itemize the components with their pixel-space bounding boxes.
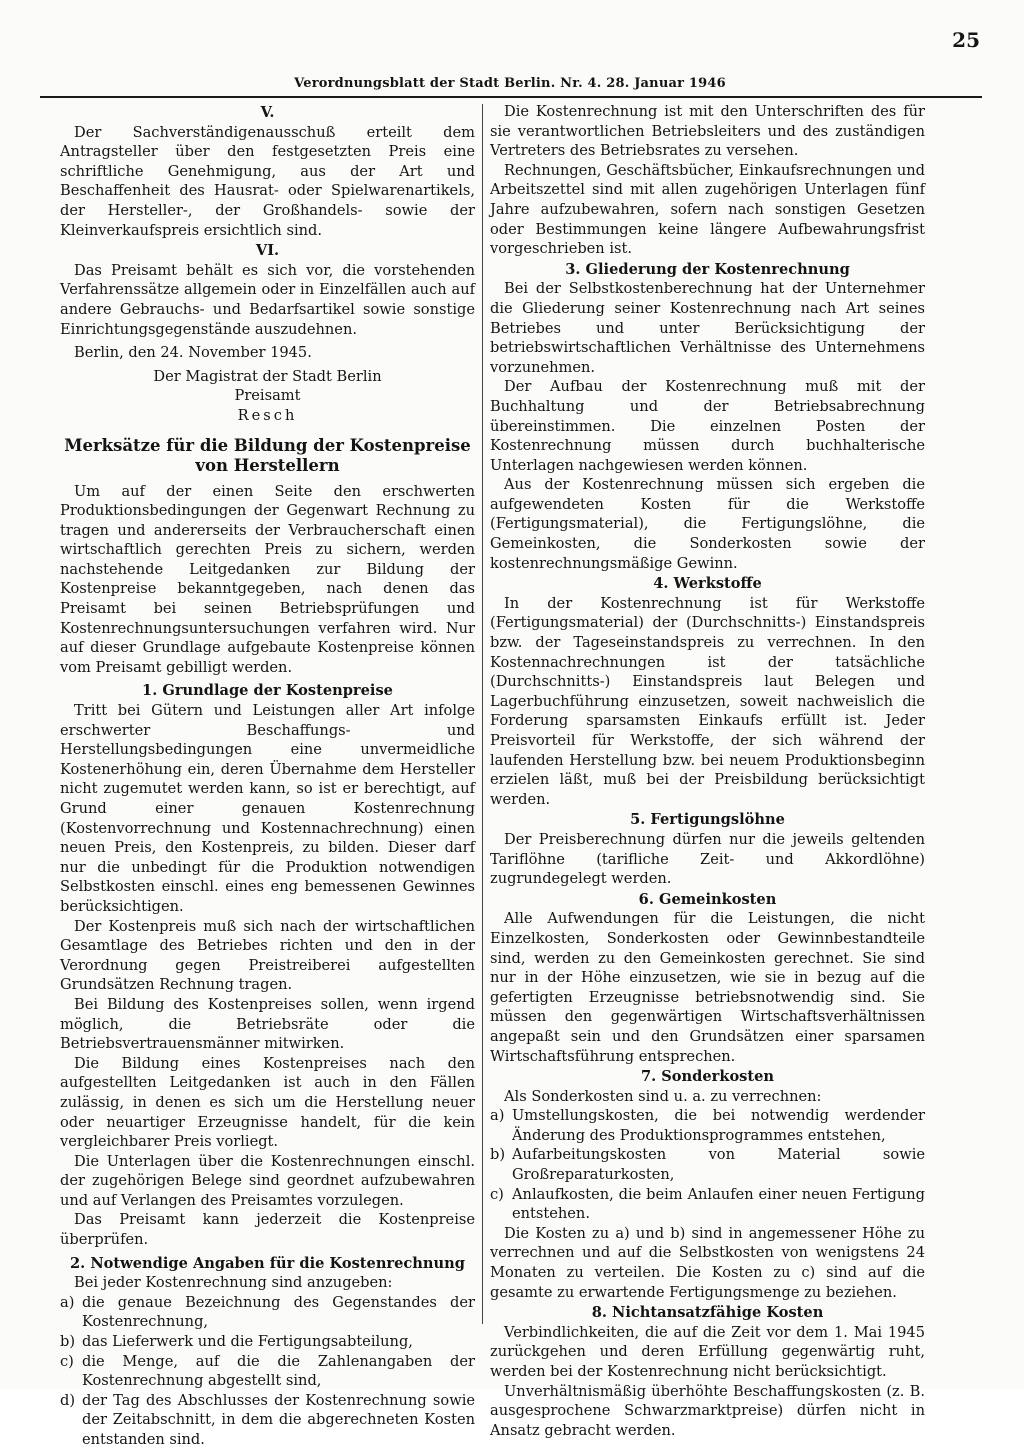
paragraph: Verbindlichkeiten, die auf die Zeit vor dem 1. Mai 1945 zurückgehen und deren Erfüllung gegenwärtig ruht, werden bei der Kostenrechnung nicht berücksichtigt.	[490, 1323, 925, 1380]
list-item-label: c)	[490, 1185, 504, 1203]
paragraph: Bei Bildung des Kostenpreises sollen, wenn irgend möglich, die Betriebsräte oder die Betriebsvertrauensmänner mitwirken.	[60, 995, 475, 1053]
paragraph: Tritt bei Gütern und Leistungen aller Art infolge erschwerter Beschaffungs- und Herstellungsbedingungen eine unvermeidliche Kostenerhöhung ein, deren Übernahme dem Hersteller nicht zugemutet werden kann, so ist er berechtigt, auf Grund einer genauen Kostenrechnung (Kostenvorrechnung und Kostennachrechnung) einen neuen Preis, den Kostenpreis, zu bilden. Dieser darf nur die unbedingt für die Produktion notwendigen Selbstkosten einschl. eines eng bemessenen Gewinnes berücksichtigen.	[60, 702, 475, 915]
list-item	[60, 1332, 475, 1352]
list-item-label: d)	[60, 1391, 76, 1409]
paragraph: Der Sachverständigenausschuß erteilt dem Antragsteller über den festgesetzten Preis eine schriftliche Genehmigung, aus der Art und Beschaffenheit des Hausrat- oder Spielwarenartikels, der Hersteller-, der Großhandels- sowie der Kleinverkaufspreis ersichtlich sind.	[60, 123, 475, 239]
paragraph: Das Preisamt kann jederzeit die Kostenpreise überprüfen.	[60, 1211, 475, 1249]
list-item-text: die genaue Bezeichnung des Gegenstandes der Kostenrechnung,	[82, 1293, 475, 1331]
intro-paragraph: Um auf der einen Seite den erschwerten Produktionsbedingungen der Gegenwart Rechnung zu tragen und andererseits der Verbraucherschaft einen wirtschaftlich gerechten Preis zu sichern, werden nachstehende Leitgedanken zur Bildung der Kostenpreise bekanntgegeben, nach denen das Preisamt bei seinen Betriebsprüfungen und Kostenrechnungsuntersuchungen verfahren wird. Nur auf dieser Grundlage aufgebaute Kostenpreise können vom Preisamt gebilligt werden.	[60, 482, 475, 676]
article-heading	[60, 436, 475, 476]
list-item-text: die Menge, auf die die Zahlenangaben der Kostenrechnung abgestellt sind,	[82, 1352, 475, 1390]
section-heading-7: 7. Sonderkosten	[640, 1068, 775, 1086]
list-item	[490, 1145, 925, 1184]
page-number: 25	[952, 28, 980, 52]
list-lead: Bei jeder Kostenrechnung sind anzugeben:	[74, 1274, 393, 1292]
paragraph: Bei der Selbstkostenberechnung hat der Unternehmer die Gliederung seiner Kostenrechnung nach Art seines Betriebes und unter Berücksichtigung der betriebswirtschaftlichen Verhältnisse des Unternehmens vorzunehmen.	[490, 280, 925, 376]
section-heading-1: 1. Grundlage der Kostenpreise	[142, 682, 393, 700]
section-heading-3: 3. Gliederung der Kostenrechnung	[565, 260, 850, 278]
date-line: Berlin, den 24. November 1945.	[74, 344, 312, 362]
paragraph: Die Unterlagen über die Kostenrechnungen einschl. der zugehörigen Belege sind geordnet aufzubewahren und auf Verlangen des Preisamtes vorzulegen.	[60, 1152, 475, 1209]
signature-authority: Der Magistrat der Stadt Berlin	[153, 367, 382, 385]
page-header	[40, 28, 980, 94]
right-column	[490, 102, 925, 1440]
list-item-text: Umstellungskosten, die bei notwendig werdender Änderung des Produktionsprogrammes entstehen,	[512, 1107, 925, 1144]
section-number-vi: VI.	[255, 242, 280, 260]
signature-office: Preisamt	[234, 387, 301, 405]
list-item	[60, 1352, 475, 1391]
paragraph: Alle Aufwendungen für die Leistungen, die nicht Einzelkosten, Sonderkosten oder Gewinnbestandteile sind, werden zu den Gemeinkosten gerechnet. Sie sind nur in der Höhe einzusetzen, wie sie in bezug auf die gefertigten Erzeugnisse betriebsnotwendig sind. Sie müssen den gegenwärtigen Wirtschaftsverhältnissen angepaßt sein und den Grundsätzen einer sparsamen Wirtschaftsführung entsprechen.	[490, 910, 925, 1065]
paragraph: Die Kosten zu a) und b) sind in angemessener Höhe zu verrechnen und auf die Selbstkosten von wenigstens 24 Monaten zu verteilen. Die Kosten zu c) sind auf die gesamte zu erwartende Fertigungsmenge zu beziehen.	[490, 1224, 925, 1301]
signature-name: Resch	[237, 406, 298, 424]
paragraph: Die Bildung eines Kostenpreises nach den aufgestellten Leitgedanken ist auch in den Fällen zulässig, in denen es sich um die Herstellung neuer oder neuartiger Erzeugnisse handelt, für die kein vergleichbarer Preis vorliegt.	[60, 1054, 475, 1151]
list-item-text: das Lieferwerk und die Fertigungsabteilung,	[82, 1333, 413, 1351]
paragraph: Unverhältnismäßig überhöhte Beschaffungskosten (z. B. ausgesprochene Schwarzmarktpreise) dürfen nicht in Ansatz gebracht werden.	[490, 1382, 925, 1439]
section-heading-4: 4. Werkstoffe	[653, 575, 762, 593]
list-item-label: a)	[60, 1293, 75, 1311]
list-item	[60, 1293, 475, 1332]
section-number-v: V.	[260, 104, 275, 121]
paragraph: Das Preisamt behält es sich vor, die vorstehenden Verfahrenssätze allgemein oder in Einzelfällen auch auf andere Gebrauchs- und Bedarfsartikel sowie sonstige Einrichtungsgegenstände auszudehnen.	[60, 261, 475, 338]
article-heading-line-2: von Herstellern	[195, 455, 340, 475]
list-item-label: b)	[490, 1146, 506, 1164]
list-item-label: a)	[490, 1107, 505, 1125]
column-divider	[482, 104, 483, 1324]
list-item-text: der Tag des Abschlusses der Kostenrechnung sowie der Zeitabschnitt, in dem die abgerechneten Kosten entstanden sind.	[82, 1391, 475, 1448]
list-item	[60, 1391, 475, 1450]
paragraph: Der Preisberechnung dürfen nur die jeweils geltenden Tariflöhne (tarifliche Zeit- und Akkordlöhne) zugrundegelegt werden.	[490, 830, 925, 888]
header-title: Verordnungsblatt der Stadt Berlin. Nr. 4. 28. Januar 1946	[294, 76, 726, 91]
paragraph: Der Aufbau der Kostenrechnung muß mit der Buchhaltung und der Betriebsabrechnung übereinstimmen. Die einzelnen Posten der Kostenrechnung müssen durch buchhalterische Unterlagen nachgewiesen werden können.	[490, 378, 925, 474]
list-item-text: Aufarbeitungskosten von Material sowie Großreparaturkosten,	[512, 1146, 925, 1184]
list-lead: Als Sonderkosten sind u. a. zu verrechnen:	[504, 1087, 822, 1105]
list-item-label: c)	[60, 1352, 74, 1370]
paragraph: Rechnungen, Geschäftsbücher, Einkaufsrechnungen und Arbeitszettel sind mit allen zugehörigen Unterlagen fünf Jahre aufzubewahren, sofern nach sonstigen Gesetzen oder Bestimmungen keine längere Aufbewahrungsfrist vorgeschrieben ist.	[490, 161, 925, 258]
section-heading-2: 2. Notwendige Angaben für die Kostenrechnung	[70, 1254, 465, 1272]
list-item-label: b)	[60, 1333, 76, 1351]
left-column	[60, 102, 475, 1450]
header-rule	[40, 96, 982, 98]
section-heading-6: 6. Gemeinkosten	[638, 890, 777, 908]
list-item	[490, 1185, 925, 1224]
paragraph: In der Kostenrechnung ist für Werkstoffe (Fertigungsmaterial) der (Durchschnitts-) Einstandspreis bzw. der Tageseinstandspreis zu verrechnen. In den Kostennachrechnungen ist der tatsächliche (Durchschnitts-) Einstandspreis laut Belegen und Lagerbuchführung einzusetzen, soweit nachweislich die Forderung sparsamsten Einkaufs erfüllt ist. Jeder Preisvorteil für Werkstoffe, der sich während der laufenden Herstellung bzw. bei neuem Produktionsbeginn erzielen läßt, muß bei der Preisbildung berücksichtigt werden.	[490, 594, 925, 808]
section-heading-8: 8. Nichtansatzfähige Kosten	[591, 1304, 824, 1322]
list-item-text: Anlaufkosten, die beim Anlaufen einer neuen Fertigung entstehen.	[512, 1185, 925, 1223]
section-heading-5: 5. Fertigungslöhne	[630, 811, 785, 829]
paragraph: Die Kostenrechnung ist mit den Unterschriften des für sie verantwortlichen Betriebsleiters und des zuständigen Vertreters des Betriebsrates zu versehen.	[490, 103, 925, 160]
list-item	[490, 1106, 925, 1145]
article-heading-line-1: Merksätze für die Bildung der Kostenpreise	[64, 435, 471, 455]
paragraph: Aus der Kostenrechnung müssen sich ergeben die aufgewendeten Kosten für die Werkstoffe (Fertigungsmaterial), die Fertigungslöhne, die Gemeinkosten, die Sonderkosten sowie der kostenrechnungsmäßige Gewinn.	[490, 476, 925, 572]
paragraph: Der Kostenpreis muß sich nach der wirtschaftlichen Gesamtlage des Betriebes richten und den in der Verordnung gegen Preistreiberei aufgestellten Grundsätzen Rechnung tragen.	[60, 917, 475, 994]
